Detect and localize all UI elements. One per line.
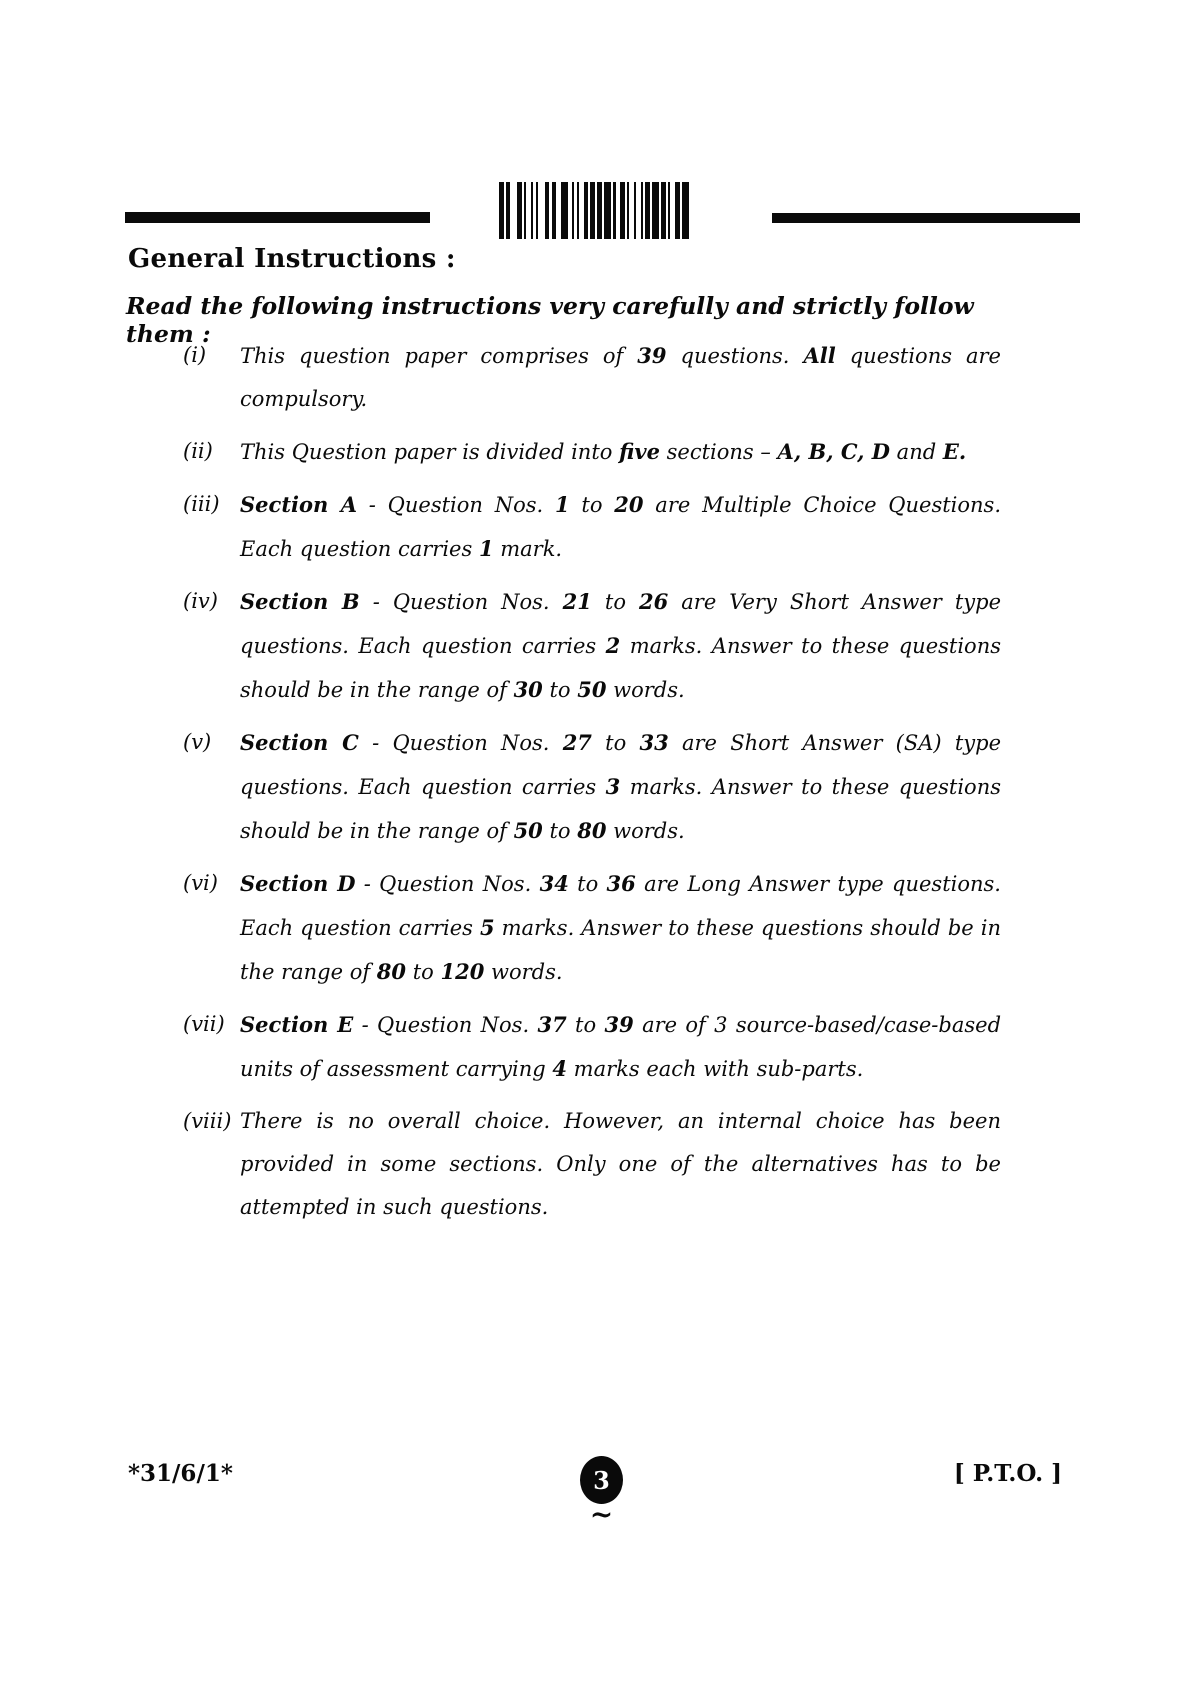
instruction-item xyxy=(183,721,1001,853)
pto-label: [ P.T.O. ] xyxy=(953,1460,1062,1487)
right-rule xyxy=(772,213,1080,223)
instruction-marker: (vi) xyxy=(183,871,218,895)
instruction-item xyxy=(183,580,1001,712)
instruction-marker: (vii) xyxy=(183,1012,225,1036)
instruction-text: Section E - Question Nos. 37 to 39 are of 3 source-based/case-based units of assessment carrying 4 marks each with sub-parts. xyxy=(240,1012,1002,1081)
instruction-item xyxy=(183,483,1001,571)
instruction-marker: (iv) xyxy=(183,589,218,613)
instruction-text: Section D - Question Nos. 34 to 36 are Long Answer type questions. Each question carries 5 marks. Answer to these questions should be in the range of 80 to 120 words. xyxy=(240,871,1001,984)
instruction-item xyxy=(183,1003,1001,1091)
instruction-item xyxy=(183,334,1001,421)
paper-code: *31/6/1* xyxy=(128,1460,233,1487)
page-title: General Instructions : xyxy=(128,244,456,274)
instruction-marker: (iii) xyxy=(183,492,220,516)
instruction-marker: (viii) xyxy=(183,1109,232,1133)
tilde-mark: ~ xyxy=(589,1498,614,1531)
instructions-list xyxy=(183,334,1001,1238)
instruction-text: Section C - Question Nos. 27 to 33 are Short Answer (SA) type questions. Each question carries 3 marks. Answer to these questions should be in the range of 50 to 80 words. xyxy=(240,730,1001,843)
instructions-intro: Read the following instructions very carefully and strictly follow them : xyxy=(126,292,974,348)
instruction-text: Section A - Question Nos. 1 to 20 are Multiple Choice Questions. Each question carries 1 mark. xyxy=(240,492,1002,561)
instruction-item xyxy=(183,1100,1001,1229)
instruction-text: Section B - Question Nos. 21 to 26 are Very Short Answer type questions. Each question carries 2 marks. Answer to these questions should be in the range of 30 to 50 words. xyxy=(240,589,1002,702)
instruction-item xyxy=(183,430,1001,474)
instruction-item xyxy=(183,862,1001,994)
page-number: 3 xyxy=(593,1465,610,1495)
barcode-icon xyxy=(499,182,691,239)
instruction-marker: (v) xyxy=(183,730,212,754)
instruction-text: There is no overall choice. However, an internal choice has been provided in some sections. Only one of the alternatives has to be attempted in such questions. xyxy=(240,1109,1001,1219)
instruction-marker: (i) xyxy=(183,343,207,367)
instruction-text: This Question paper is divided into five sections – A, B, C, D and E. xyxy=(240,439,967,464)
page-number-badge xyxy=(580,1456,623,1504)
instruction-marker: (ii) xyxy=(183,439,213,463)
instruction-text: This question paper comprises of 39 questions. All questions are compulsory. xyxy=(240,343,1001,411)
left-rule xyxy=(125,212,430,223)
